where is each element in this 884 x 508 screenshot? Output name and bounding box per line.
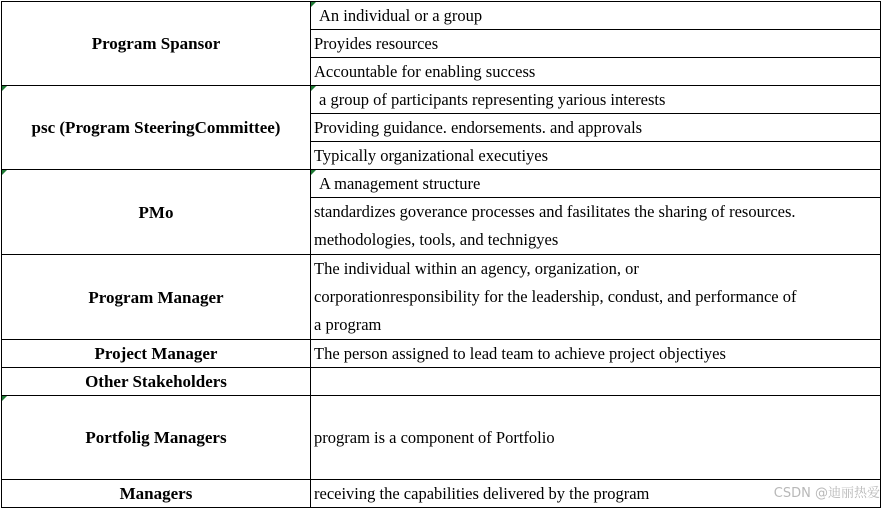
desc-cell [311,198,881,255]
desc-cell [311,368,881,396]
watermark: CSDN @迪丽热爱 [773,486,880,501]
cell-marker [311,2,316,7]
role-label: PMo [138,202,174,222]
desc-cell [311,2,881,30]
role-cell-project-manager [2,340,311,368]
cell-marker [2,86,7,91]
table-row [2,86,881,114]
role-cell-other-stakeholders [2,368,311,396]
cell-marker [311,170,316,175]
roles-table [1,1,881,508]
desc-text: receiving the capabilities delivered by the program [314,484,650,503]
desc-text: Proyides resources [314,34,439,53]
role-label: Program Spansor [91,34,221,53]
role-cell-portfolio-managers [2,396,311,480]
desc-text: Providing guidance. endorsements. and approvals [314,118,643,137]
desc-text: methodologies, tools, and technigyes [314,230,559,249]
role-cell-program-sponsor [2,2,311,86]
desc-cell [311,142,881,170]
desc-cell [311,114,881,142]
role-cell-psc [2,86,311,170]
desc-text: program is a component of Portfolio [314,428,555,447]
table-row [2,368,881,396]
desc-text: Accountable for enabling success [314,62,536,81]
role-label: psc (Program SteeringCommittee) [31,118,281,137]
desc-text: The individual within an agency, organization, or [314,259,639,278]
cell-marker [2,170,7,175]
table-row [2,396,881,480]
role-label: Other Stakeholders [85,372,227,391]
desc-text: a group of participants representing yarious interests [319,90,666,109]
role-label: Project Manager [94,344,218,363]
desc-cell [311,170,881,198]
desc-cell [311,255,881,340]
desc-cell [311,396,881,480]
role-label: Program Manager [88,287,224,307]
cell-marker [2,396,7,401]
desc-cell [311,340,881,368]
table-row [2,170,881,198]
desc-cell [311,30,881,58]
desc-text: A management structure [319,174,481,193]
desc-cell [311,58,881,86]
role-cell-managers [2,480,311,508]
table-row [2,340,881,368]
role-label: Managers [119,484,193,503]
cell-marker [311,86,316,91]
role-cell-pmo [2,170,311,255]
desc-cell [311,86,881,114]
table-row [2,2,881,30]
desc-text: Typically organizational executiyes [314,146,549,165]
table-row [2,480,881,508]
desc-text: An individual or a group [319,6,483,25]
desc-text: standardizes goverance processes and fasilitates the sharing of resources. [314,202,796,221]
role-label: Portfolig Managers [85,428,227,447]
desc-text: The person assigned to lead team to achieve project objectiyes [314,344,726,363]
table-row [2,255,881,340]
desc-text: corporationresponsibility for the leadership, condust, and performance of [314,287,797,306]
role-cell-program-manager [2,255,311,340]
desc-text: a program [314,315,382,334]
